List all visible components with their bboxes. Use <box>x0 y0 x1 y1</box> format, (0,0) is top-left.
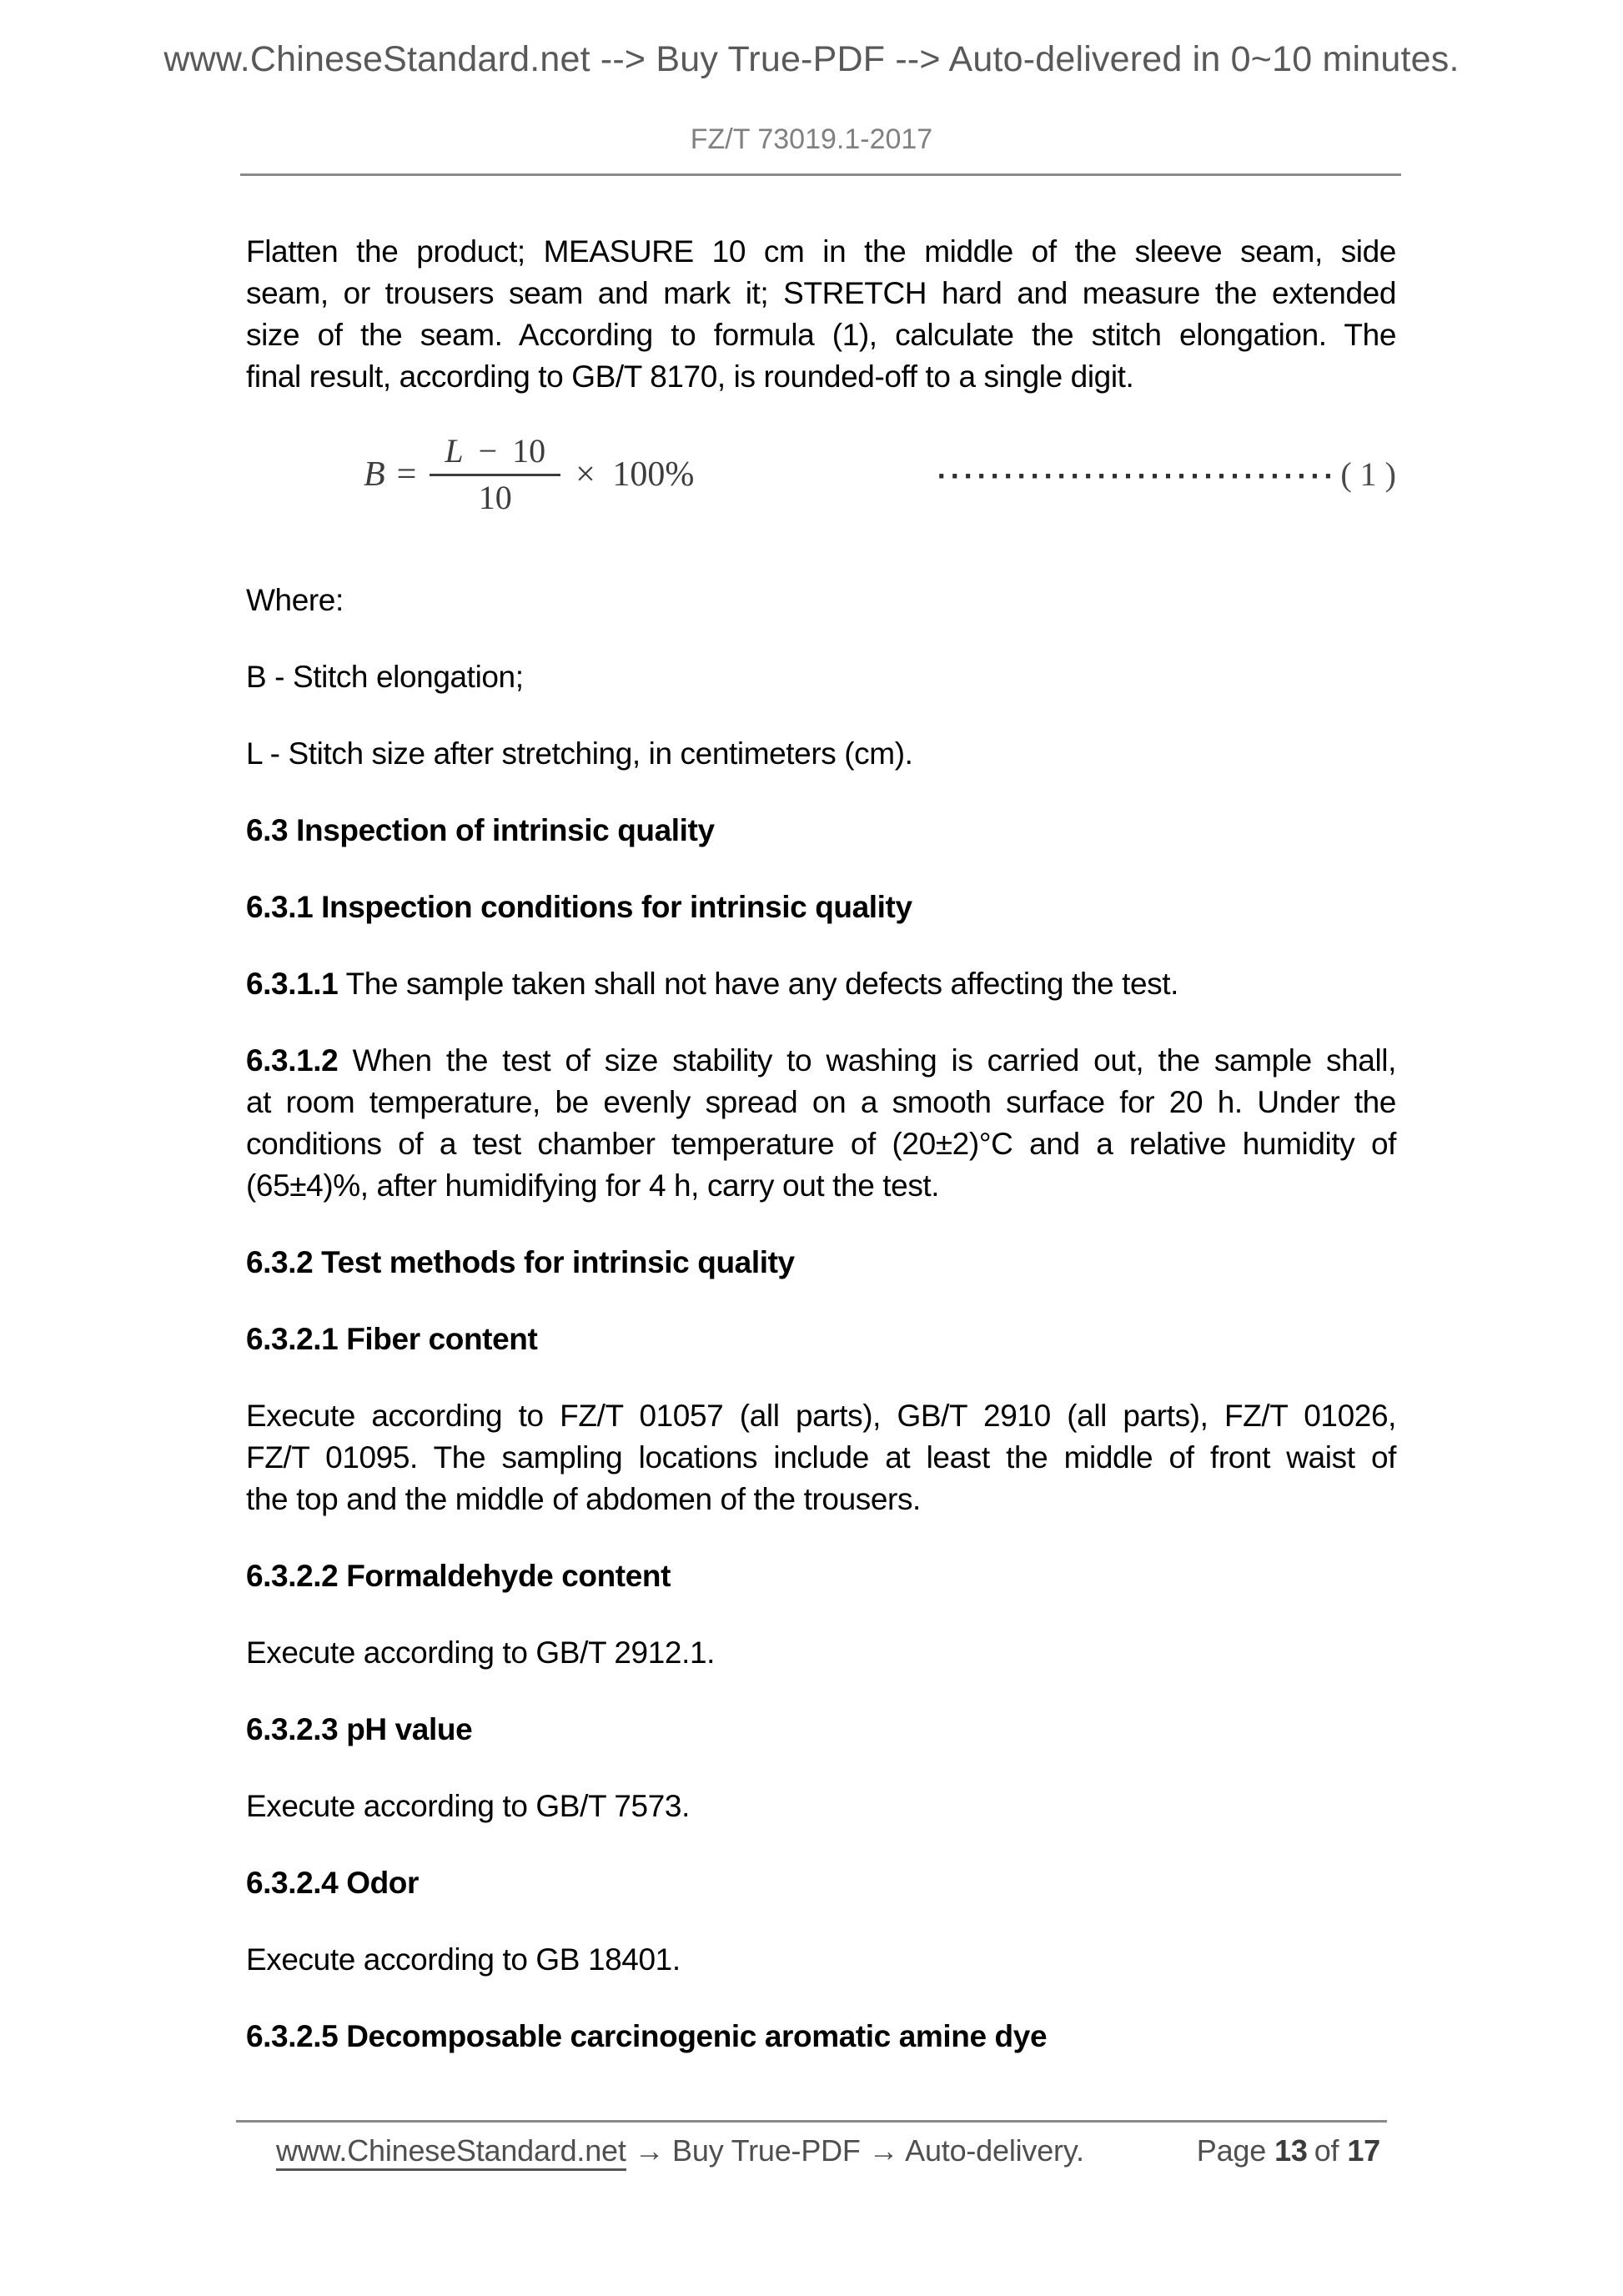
clause-6-3-1-1 <box>246 963 1396 1005</box>
header-banner: www.ChineseStandard.net --> Buy True-PDF --> Auto-delivered in 0~10 minutes. <box>163 39 1460 79</box>
text-line: Execute according to FZ/T 01057 (all parts), GB/T 2910 (all parts), FZ/T 01026, <box>246 1399 1396 1433</box>
text-line: at room temperature, be evenly spread on a smooth surface for 20 h. Under the <box>246 1085 1396 1119</box>
paragraph-intro <box>246 231 1396 398</box>
clause-number: 6.3.1.2 <box>246 1043 339 1078</box>
clause-6-3-1-2 <box>246 1040 1396 1207</box>
text-line: the top and the middle of abdomen of the trousers. <box>246 1482 921 1516</box>
text-line: Flatten the product; MEASURE 10 cm in the middle of the sleeve seam, side <box>246 234 1396 269</box>
heading-6-3: 6.3 Inspection of intrinsic quality <box>246 813 715 847</box>
footer-link[interactable]: www.ChineseStandard.net <box>276 2133 626 2171</box>
page-indicator <box>1197 2132 1387 2170</box>
text-line: 6.3.1.2 When the test of size stability to washing is carried out, the sample shall, <box>246 1043 1396 1078</box>
clause-text: The sample taken shall not have any defects affecting the test. <box>345 967 1178 1001</box>
paragraph-odor: Execute according to GB 18401. <box>246 1942 681 1977</box>
heading-6-3-1: 6.3.1 Inspection conditions for intrinsic quality <box>246 890 912 924</box>
heading-6-3-2-1: 6.3.2.1 Fiber content <box>246 1322 538 1356</box>
definition-b: B - Stitch elongation; <box>246 660 524 694</box>
where-label: Where: <box>246 583 344 617</box>
formula-variable-b: B <box>364 455 385 494</box>
formula-fraction <box>430 433 560 516</box>
text-line: size of the seam. According to formula (1), calculate the stitch elongation. The <box>246 318 1396 352</box>
footer-row <box>236 2132 1387 2170</box>
heading-6-3-2-3: 6.3.2.3 pH value <box>246 1712 473 1746</box>
formula-denominator: 10 <box>478 479 512 516</box>
heading-6-3-2-2: 6.3.2.2 Formaldehyde content <box>246 1559 671 1593</box>
formula-equals-sign: = <box>396 455 417 494</box>
formula-multiplier: × 100% <box>575 455 695 494</box>
definition-l: L - Stitch size after stretching, in centimeters (cm). <box>246 736 913 771</box>
paragraph-fiber-content <box>246 1395 1396 1520</box>
text-line: final result, according to GB/T 8170, is rounded-off to a single digit. <box>246 359 1134 394</box>
clause-number: 6.3.1.1 <box>246 967 339 1001</box>
paragraph-formaldehyde: Execute according to GB/T 2912.1. <box>246 1635 716 1670</box>
text-line: seam, or trousers seam and mark it; STRETCH hard and measure the extended <box>246 276 1396 310</box>
header-rule <box>240 173 1401 176</box>
current-page-number: 13 <box>1274 2133 1308 2168</box>
text-line: (65±4)%, after humidifying for 4 h, carry out the test. <box>246 1168 940 1203</box>
text-line: FZ/T 01095. The sampling locations include at least the middle of front waist of <box>246 1440 1396 1475</box>
formula-number-label: ( 1 ) <box>1340 455 1396 493</box>
of-label: of <box>1314 2133 1339 2168</box>
formula-1 <box>246 433 1396 516</box>
paragraph-ph: Execute according to GB/T 7573. <box>246 1789 690 1823</box>
heading-6-3-2-4: 6.3.2.4 Odor <box>246 1866 420 1900</box>
page-footer <box>236 2120 1387 2170</box>
text-line: conditions of a test chamber temperature of (20±2)°C and a relative humidity of <box>246 1127 1396 1161</box>
page-content <box>246 231 1396 2057</box>
formula-numerator: L − 10 <box>430 433 560 476</box>
footer-tagline-rest: → Buy True-PDF → Auto-delivery. <box>626 2133 1084 2168</box>
total-pages-number: 17 <box>1347 2133 1380 2168</box>
heading-6-3-2-5: 6.3.2.5 Decomposable carcinogenic aromatic amine dye <box>246 2019 1048 2053</box>
formula-leader-dots: ······························ <box>937 459 1338 493</box>
footer-tagline <box>276 2132 1084 2170</box>
doc-number: FZ/T 73019.1-2017 <box>690 123 933 155</box>
heading-6-3-2: 6.3.2 Test methods for intrinsic quality <box>246 1245 795 1279</box>
page-label: Page <box>1196 2133 1267 2168</box>
